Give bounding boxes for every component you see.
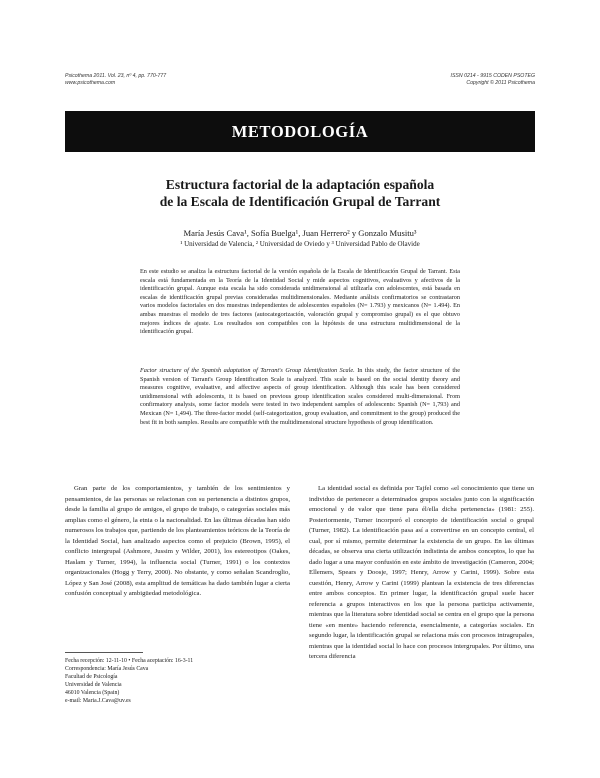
section-label: METODOLOGÍA [231,121,369,141]
affiliations: ¹ Universidad de Valencia, ² Universidad de Oviedo y ³ Universidad Pablo de Olavide [180,240,420,248]
journal-citation: Psicothema 2011. Vol. 23, nº 4, pp. 770-777 [65,73,167,79]
footnote-city: 46010 Valencia (Spain) [65,690,120,696]
footnote-correspondence: Correspondencia: María Jesús Cava [65,666,149,672]
article-title [65,176,535,210]
copyright-line: Copyright © 2011 Psicothema [466,79,535,86]
title-line-1: Estructura factorial de la adaptación española [165,177,435,192]
footnote-email[interactable]: e-mail: Maria.J.Cava@uv.es [65,698,131,704]
section-banner [65,111,535,152]
journal-website[interactable]: www.psicothema.com [65,79,116,86]
footnote-dates: Fecha recepción: 12-11-10 • Fecha aceptación: 16-3-11 [65,658,194,664]
footnote-faculty: Facultad de Psicología [65,674,118,680]
abstract-english-title: Factor structure of the Spanish adaptation of Tarrant's Group Identification Scale. [140,367,355,374]
body-paragraph: Gran parte de los comportamientos, y también de los sentimientos y pensamientos, de las personas se relacionan con su pertenencia a distintos grupos, desde la familia al grupo de amigos, el grupo de trabajo, o categorías sociales más amplias como el género, la etnia o la nacionalidad. En las últimas décadas han sido numerosos los trabajos que, partiendo de los planteamientos teóricos de la Teoría de la Identidad Social, han analizado aspectos como el prejuicio (Brown, 1995), el conflicto intergrupal (Ashmore, Jussim y Wilder, 2001), los estereotipos (Oakes, Haslam y Turner, 1994), la influencia social (Turner, 1991) o los contextos organizacionales (Hogg y Terry, 2000). No obstante, y como señalan Scandroglio, López y San José (2008), esta amplitud de temáticas ha dado también lugar a cierta confusión conceptual y ambigüedad metodológica. [65,485,290,597]
title-line-2: de la Escala de Identificación Grupal de Tarrant [159,194,441,209]
authors: María Jesús Cava¹, Sofía Buelga¹, Juan Herrero² y Gonzalo Musitu³ [183,228,417,238]
body-column-right [309,484,534,663]
abstract-english-text: In this study, the factor structure of the Spanish version of Tarrant's Group Identification Scale is analyzed. This scale is based on the social identity theory and measures cognitive, evaluative, and affective aspects of group identification. Although this scale has been considered unidimensional with adolescents, it is based on previous group identification scales considered multi-dimensional. From confirmatory analysis, some factor models were tested in two independent samples of adolescents: Spanish (N= 1,793) and Mexican (N= 1,494). The three-factor model (self-categorization, group evaluation, and commitment to the group) produced the best fit in both samples. Results are compatible with the multidimensional structure hypothesis of group identification. [140,367,460,426]
footnote-university: Universidad de Valencia [65,682,122,688]
abstract-spanish-text: En este estudio se analiza la estructura factorial de la versión española de la Escala de Identificación Grupal de Tarrant. Esta escala está fundamentada en la Teoría de la Identidad Social y mide aspectos cognitivos, evaluativos y afectivos de la identificación grupal. Aunque esta escala ha sido considerada unidimensional al utilizarla con adolescentes, está basada en escalas de identificación grupal previas consideradas multidimensionales. Mediante análisis confirmatorios se contrastaron varios modelos factoriales en dos muestras independientes de adolescentes españoles (N= 1.793) y mexicanos (N= 1.494). En ambas muestras el modelo de tres factores (autocategorización, valoración grupal y compromiso grupal) es el que obtuvo mejores índices de ajuste. Los resultados son compatibles con la hipótesis de una estructura multidimensional de la identificación grupal. [140,268,460,336]
body-paragraph: La identidad social es definida por Tajfel como «el conocimiento que tiene un individuo de pertenecer a determinados grupos sociales junto con la significación emocional y de valor que tiene para él/ella dicha pertenencia» (1981: 255). Posteriormente, Turner incorporó el concepto de identificación social o grupal (Turner, 1982). La identificación pasa así a convertirse en un concepto central, el cual, por sí mismo, permite determinar la existencia de un grupo. En las últimas décadas, se observa una cierta utilización indistinta de ambos conceptos, lo que ha dado lugar a una mayor confusión en este ámbito de investigación (Cameron, 2004; Ellemers, Spears y Doosje, 1997; Henry, Arrow y Carini, 1999). Sobre esta cuestión, Henry, Arrow y Carini (1999) plantean la existencia de tres diferencias entre ambos conceptos. En primer lugar, la identificación grupal suele hacer referencia a grupos interactivos en los que la persona participa activamente, mientras que la literatura sobre identidad social se centra en el grupo que la persona tiene «en mente» haciendo referencia, esencialmente, a categorías sociales. En segundo lugar, la identificación grupal se relaciona más con procesos intragrupales, mientras que la identidad social lo hace con procesos intergrupales. Por último, una tercera diferencia [309,485,534,660]
body-column-left [65,484,290,600]
footnote-divider [65,652,143,653]
journal-info [65,73,166,86]
issn-line: ISSN 0214 - 9915 CODEN PSOTEG [450,73,535,79]
abstract-spanish [140,268,460,337]
abstract-english [140,367,460,427]
issn-info [451,73,535,86]
footnote [65,657,290,705]
